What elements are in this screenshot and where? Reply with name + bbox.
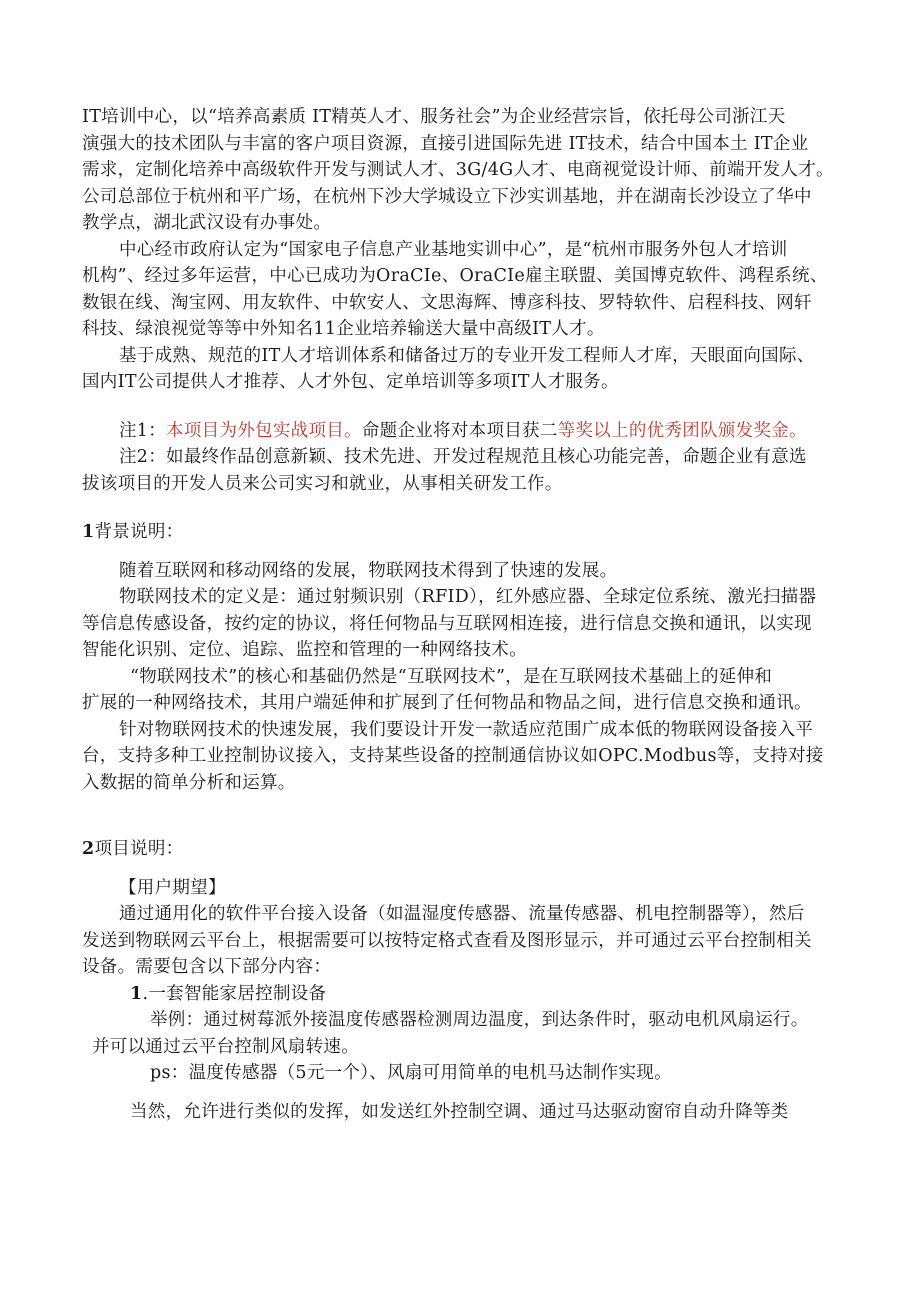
- text-line: 台，支持多种工业控制协议接入，支持某些设备的控制通信协议如OPC.Modbus等，支持对接: [82, 746, 824, 766]
- text-line: 注2：如最终作品创意新颖、技术先进、开发过程规范且核心功能完善，命题企业有意选: [119, 447, 807, 467]
- section-2-p1: [82, 901, 872, 981]
- section-1-p2: [82, 584, 872, 664]
- text-line: 公司总部位于杭州和平广场，在杭州下沙大学城设立下沙实训基地，并在湖南长沙设立了华中: [82, 186, 812, 207]
- ps-note: ps：温度传感器（5元一个）、风扇可用简单的电机马达制作实现。: [150, 1063, 672, 1083]
- note-1-highlight-b: 等奖以上的优秀团队颁发奖金。: [557, 420, 807, 441]
- final-paragraph-line: 当然，允许进行类似的发挥，如发送红外控制空调、通过马达驱动窗帘自动升降等类: [130, 1101, 789, 1122]
- text-line: 演强大的技术团队与丰富的客户项目资源，直接引进国际先进 IT技术，结合中国本土 IT企业: [82, 133, 809, 154]
- text-line: 中心经市政府认定为“国家电子信息产业基地实训中心”，是“杭州市服务外包人才培训: [119, 239, 788, 260]
- section-1-heading: [82, 519, 872, 546]
- text-line: 智能化识别、定位、追踪、监控和管理的一种网络技术。: [82, 640, 527, 660]
- note-1: [82, 418, 872, 445]
- note-2: [82, 444, 872, 497]
- document-page: [82, 104, 872, 1125]
- text-line: 教学点，湖北武汉设有办事处。: [82, 213, 332, 233]
- text-line: 拔该项目的开发人员来公司实习和就业，从事相关研发工作。: [82, 473, 563, 494]
- user-expectation-heading: 【用户期望】: [119, 877, 226, 898]
- text-line: 扩展的一种网络技术，其用户端延伸和扩展到了任何物品和物品之间，进行信息交换和通讯。: [82, 693, 812, 713]
- certification-paragraph: [82, 237, 872, 343]
- text-line: 基于成熟、规范的IT人才培训体系和储备过万的专业开发工程师人才库，天眼面向国际、: [119, 345, 815, 366]
- text-line: 并可以通过云平台控制风扇转速。: [92, 1036, 359, 1057]
- text-line: 设备。需要包含以下部分内容：: [82, 957, 332, 977]
- section-1-p3: [82, 664, 872, 717]
- text-line: 物联网技术的定义是：通过射频识别（RFID），红外感应器、全球定位系统、激光扫描器: [119, 587, 817, 607]
- section-2-heading: [82, 836, 872, 863]
- text-line: 举例：通过树莓派外接温度传感器检测周边温度，到达条件时，驱动电机风扇运行。: [150, 1010, 809, 1030]
- text-line: 机构”、经过多年运营，中心已成功为OraCIe、OraCIe雇主联盟、美国博克软件、鸿程系统、: [82, 266, 828, 286]
- intro-paragraph: [82, 104, 872, 237]
- text-line: 科技、绿浪视觉等等中外知名11企业培养输送大量中高级IT人才。: [82, 319, 605, 339]
- note-1-prefix: 注1：: [119, 420, 167, 441]
- text-line: 发送到物联网云平台上，根据需要可以按特定格式查看及图形显示，并可通过云平台控制相关: [82, 930, 812, 951]
- text-line: 入数据的简单分析和运算。: [82, 772, 296, 793]
- section-1-p1: 随着互联网和移动网络的发展，物联网技术得到了快速的发展。: [119, 560, 618, 581]
- item-1: [82, 981, 872, 1008]
- note-1-highlight-a: 本项目为外包实战项目。: [166, 420, 362, 441]
- text-line: 通过通用化的软件平台接入设备（如温湿度传感器、流量传感器、机电控制器等），然后: [119, 904, 805, 924]
- item-1-text: .一套智能家居控制设备: [142, 983, 327, 1004]
- services-paragraph: [82, 343, 872, 396]
- note-1-middle: 命题企业将对本项目获二: [361, 420, 558, 441]
- text-line: 需求，定制化培养中高级软件开发与测试人才、3G/4G人才、电商视觉设计师、前端开发人才。: [82, 160, 834, 180]
- text-line: “物联网技术”的核心和基础仍然是“互联网技术”，是在互联网技术基础上的延伸和: [130, 666, 773, 687]
- item-1-number: 1: [130, 983, 143, 1004]
- section-1-p4: [82, 717, 872, 797]
- text-line: 国内IT公司提供人才推荐、人才外包、定单培训等多项IT人才服务。: [82, 372, 619, 392]
- text-line: 等信息传感设备，按约定的协议，将任何物品与互联网相连接，进行信息交换和通讯，以实现: [82, 613, 812, 634]
- section-1-number: 1: [82, 522, 95, 542]
- example-paragraph: [82, 1007, 872, 1060]
- text-line: IT培训中心，以“培养高素质 IT精英人才、服务社会”为企业经营宗旨，依托母公司浙江天: [82, 107, 786, 127]
- section-1-title: 背景说明：: [94, 522, 184, 542]
- text-line: 数银在线、淘宝网、用友软件、中软安人、文思海辉、博彦科技、罗特软件、启程科技、网轩: [82, 292, 812, 313]
- section-2-title: 项目说明：: [94, 839, 184, 859]
- section-2-number: 2: [82, 839, 95, 859]
- text-line: 针对物联网技术的快速发展，我们要设计开发一款适应范围广成本低的物联网设备接入平: [119, 719, 814, 740]
